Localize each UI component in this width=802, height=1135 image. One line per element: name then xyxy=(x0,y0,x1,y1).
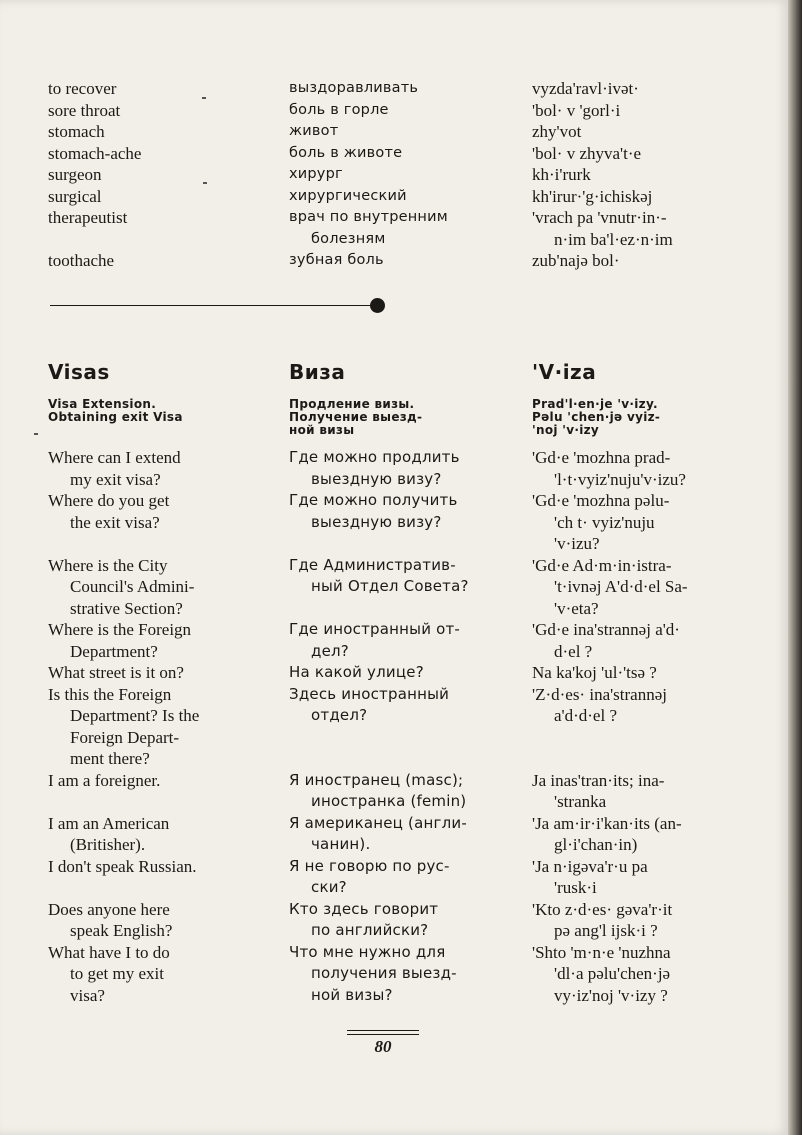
vocab-ru: боль в животе xyxy=(289,144,403,161)
phrase-tr: pə ang'l ijsk·i ? xyxy=(554,921,658,940)
phrase-ru: ной визы? xyxy=(311,985,393,1004)
phrase-en: visa? xyxy=(70,985,105,1005)
phrase-ru: Я иностранец (masc); xyxy=(289,770,464,789)
vocab-tr: zhy'vot xyxy=(532,122,582,141)
vocab-tr: kh'irur·'g·ichiskəj xyxy=(532,186,653,206)
vocab-russian-column xyxy=(289,78,489,272)
section-subtitle-en: Obtaining exit Visa xyxy=(48,410,183,424)
page-number-rule xyxy=(347,1030,419,1035)
phrase-en: I am a foreigner. xyxy=(48,770,161,790)
section-heading-russian xyxy=(289,360,489,437)
phrase-tr: Ja inas'tran·its; ina- xyxy=(532,770,665,790)
vocab-ru: болезням xyxy=(311,230,386,247)
phrase-en: I am an American xyxy=(48,813,170,833)
phrase-en: Where is the Foreign xyxy=(48,620,192,639)
phrase-tr: 'Shto 'm·n·e 'nuzhna xyxy=(532,942,671,962)
phrase-en: What have I to do xyxy=(48,942,170,962)
phrase-tr: gl·i'chan·in) xyxy=(554,835,638,854)
vocab-en: stomach xyxy=(48,122,105,141)
vocab-tr: kh·i'rurk xyxy=(532,165,591,184)
phrase-ru: отдел? xyxy=(311,706,368,724)
section-subtitle-en: Visa Extension. xyxy=(48,397,157,411)
vocab-ru: выздоравливать xyxy=(289,80,419,96)
section-title-en: Visas xyxy=(48,360,110,384)
phrase-ru: выездную визу? xyxy=(311,469,442,488)
phrase-tr: 'Gd·e 'mozhna pəlu- xyxy=(532,491,670,510)
section-title-ru: Виза xyxy=(289,360,346,384)
phrase-tr: vy·iz'noj 'v·izy ? xyxy=(554,985,668,1005)
phrase-ru: Где можно продлить xyxy=(289,448,460,466)
phrase-en: my exit visa? xyxy=(70,469,161,489)
phrase-ru: На какой улице? xyxy=(289,663,424,681)
vocab-en: surgeon xyxy=(48,165,102,184)
phrases-russian-column xyxy=(289,447,489,1006)
page-number xyxy=(343,1030,423,1057)
phrase-en: What street is it on? xyxy=(48,663,184,682)
phrase-tr: 'dl·a pəlu'chen·jə xyxy=(554,964,671,983)
phrase-ru: выездную визу? xyxy=(311,512,442,531)
phrase-tr: 't·ivnəj A'd·d·el Sa- xyxy=(554,577,688,596)
phrase-tr: 'Kto z·d·es· gəva'r·it xyxy=(532,899,673,919)
vocab-english-column xyxy=(48,78,253,272)
phrase-en: speak English? xyxy=(70,921,173,940)
phrase-tr: 'Gd·e 'mozhna prad- xyxy=(532,448,671,467)
vocab-en: surgical xyxy=(48,186,102,206)
phrase-tr: a'd·d·el ? xyxy=(554,706,617,725)
phrase-ru: чанин). xyxy=(311,835,371,853)
page-number-text: 80 xyxy=(374,1037,392,1056)
section-subtitle-ru: Получение выезд- xyxy=(289,410,423,424)
phrase-ru: дел? xyxy=(311,641,349,660)
phrase-en: Department? xyxy=(70,641,158,661)
vocab-en: to recover xyxy=(48,79,117,98)
vocab-tr: n·im ba'l·ez·n·im xyxy=(554,229,673,249)
phrase-tr: 'stranka xyxy=(554,792,607,811)
phrase-en: Where is the City xyxy=(48,555,168,575)
phrase-ru: Кто здесь говорит xyxy=(289,899,439,918)
vocab-ru: врач по внутренним xyxy=(289,209,448,225)
phrase-tr: 'rusk·i xyxy=(554,878,597,897)
phrase-tr: d·el ? xyxy=(554,641,593,661)
vocab-en: sore throat xyxy=(48,100,121,120)
phrase-en: ment there? xyxy=(70,749,150,768)
phrase-ru: Я американец (англи- xyxy=(289,813,467,832)
print-speck xyxy=(203,182,207,184)
section-subtitle-ru: ной визы xyxy=(289,423,355,437)
print-speck xyxy=(202,97,206,99)
vocab-ru: боль в горле xyxy=(289,101,389,118)
vocab-ru: хирург xyxy=(289,166,343,182)
phrase-tr: 'Ja n·igəva'r·u pa xyxy=(532,856,648,876)
phrase-ru: Здесь иностранный xyxy=(289,684,450,703)
section-title-tr: 'V·iza xyxy=(532,360,597,384)
phrase-ru: ски? xyxy=(311,878,347,896)
phrases-transliteration-column xyxy=(532,447,737,1006)
phrase-en: Where do you get xyxy=(48,491,170,510)
section-heading-transliteration xyxy=(532,360,737,437)
print-speck xyxy=(34,433,38,435)
phrases-english-column xyxy=(48,447,253,1006)
phrase-tr: 'Gd·e ina'strannəj a'd· xyxy=(532,620,680,639)
phrase-ru: иностранка (femin) xyxy=(311,792,467,810)
vocab-ru: хирургический xyxy=(289,187,407,204)
phrase-tr: 'Gd·e Ad·m·in·istra- xyxy=(532,555,672,575)
phrase-tr: 'l·t·vyiz'nuju'v·izu? xyxy=(554,469,686,489)
vocab-en: therapeutist xyxy=(48,208,128,227)
phrase-ru: получения выезд- xyxy=(311,964,457,982)
vocab-tr: 'bol· v zhyva't·e xyxy=(532,143,642,163)
phrase-en: (Britisher). xyxy=(70,835,146,854)
divider-dot xyxy=(370,298,385,313)
phrase-tr: 'ch t· vyiz'nuju xyxy=(554,512,655,532)
section-heading-english xyxy=(48,360,253,424)
phrase-en: Does anyone here xyxy=(48,899,170,919)
phrase-ru: Где иностранный от- xyxy=(289,620,461,638)
phrase-en: I don't speak Russian. xyxy=(48,856,197,876)
page-edge-shadow xyxy=(788,0,802,1135)
phrase-en: the exit visa? xyxy=(70,512,160,532)
phrase-en: strative Section? xyxy=(70,598,183,618)
phrase-tr: 'v·eta? xyxy=(554,598,599,618)
phrase-tr: 'Ja am·ir·i'kan·its (an- xyxy=(532,813,682,833)
vocab-tr: vyzda'ravl·ivət· xyxy=(532,79,639,98)
section-subtitle-tr: 'noj 'v·izy xyxy=(532,423,600,437)
section-subtitle-ru: Продление визы. xyxy=(289,397,415,411)
vocab-ru: зубная боль xyxy=(289,252,384,268)
phrase-ru: ный Отдел Совета? xyxy=(311,577,469,595)
vocab-en: toothache xyxy=(48,251,115,270)
vocab-ru: живот xyxy=(289,123,339,139)
phrase-en: Council's Admini- xyxy=(70,577,195,596)
phrase-tr: 'v·izu? xyxy=(554,534,600,553)
vocab-tr: zub'najə bol· xyxy=(532,251,620,270)
phrase-tr: Na ka'koj 'ul·'tsə ? xyxy=(532,663,657,682)
vocab-en: stomach-ache xyxy=(48,143,142,163)
phrase-en: to get my exit xyxy=(70,964,164,983)
phrase-en: Where can I extend xyxy=(48,448,181,467)
phrase-ru: Я не говорю по рус- xyxy=(289,856,450,875)
phrase-ru: по английски? xyxy=(311,921,429,939)
phrase-ru: Где Административ- xyxy=(289,555,456,574)
phrase-ru: Где можно получить xyxy=(289,491,458,509)
phrase-en: Foreign Depart- xyxy=(70,727,180,747)
vocab-tr: 'vrach pa 'vnutr·in·- xyxy=(532,208,667,227)
phrase-tr: 'Z·d·es· ina'strannəj xyxy=(532,684,667,704)
phrase-en: Department? Is the xyxy=(70,706,200,725)
section-subtitle-tr: Prad'l·en·je 'v·izy. xyxy=(532,397,658,411)
phrase-ru: Что мне нужно для xyxy=(289,942,446,961)
phrase-en: Is this the Foreign xyxy=(48,684,172,704)
section-divider xyxy=(50,305,372,306)
vocab-tr: 'bol· v 'gorl·i xyxy=(532,100,621,120)
vocab-transliteration-column xyxy=(532,78,737,272)
section-title xyxy=(48,360,253,384)
section-subtitle-tr: Pəlu 'chen·jə vyiz- xyxy=(532,410,661,424)
